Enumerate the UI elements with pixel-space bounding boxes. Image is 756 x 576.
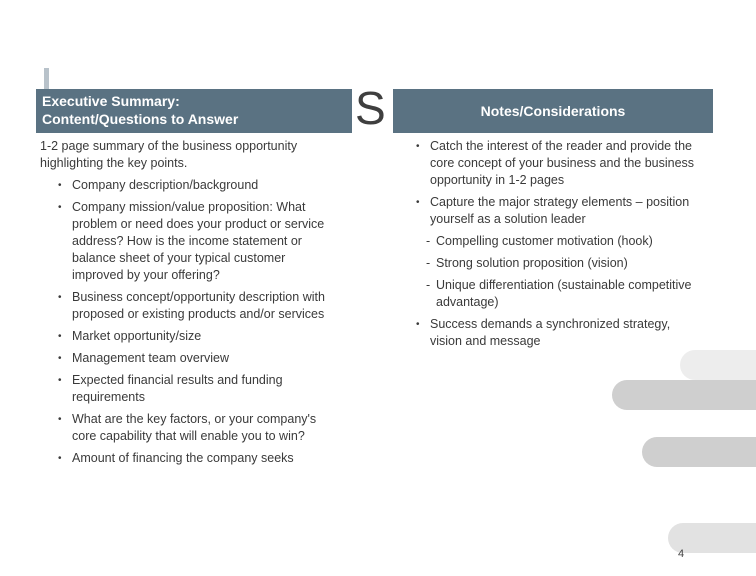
bullet-icon: • bbox=[58, 353, 62, 364]
list-item: • Amount of financing the company seeks bbox=[58, 451, 294, 465]
dash-icon: - bbox=[426, 256, 431, 270]
bullet-icon: • bbox=[416, 319, 420, 330]
list-item: • Capture the major strategy elements – position yourself as a solution leader bbox=[416, 195, 690, 226]
list-item: • Company description/background bbox=[58, 178, 259, 192]
dash-icon: - bbox=[426, 278, 431, 292]
list-item: • Expected financial results and funding requirements bbox=[58, 373, 283, 404]
large-letter: S bbox=[355, 82, 386, 134]
bullet-icon: • bbox=[416, 197, 420, 208]
list-item: • Business concept/opportunity description with proposed or existing products and/or services bbox=[58, 290, 325, 321]
left-column bbox=[40, 138, 340, 472]
right-bullet-list-2 bbox=[398, 316, 698, 350]
list-item: • Catch the interest of the reader and provide the core concept of your business and the business opportunity in 1-2 pages bbox=[416, 139, 695, 187]
decorative-bar bbox=[680, 350, 756, 380]
sub-item: - Compelling customer motivation (hook) bbox=[426, 234, 653, 248]
left-header-line1: Executive Summary: bbox=[42, 93, 180, 109]
left-header-line2: Content/Questions to Answer bbox=[42, 111, 239, 127]
bullet-icon: • bbox=[58, 453, 62, 464]
list-item: • What are the key factors, or your company's core capability that will enable you to win? bbox=[58, 412, 317, 443]
right-header-title: Notes/Considerations bbox=[480, 103, 626, 119]
list-item: • Company mission/value proposition: What problem or need does your product or service address? How is the income statement or balance sheet of your typical customer improved by your offering? bbox=[58, 200, 325, 282]
left-bullet-list bbox=[40, 177, 340, 467]
right-column bbox=[398, 138, 698, 355]
dash-icon: - bbox=[426, 234, 431, 248]
bullet-icon: • bbox=[416, 141, 420, 152]
list-item: • Market opportunity/size bbox=[58, 329, 202, 343]
sub-item: - Strong solution proposition (vision) bbox=[426, 256, 628, 270]
bullet-icon: • bbox=[58, 331, 62, 342]
bullet-icon: • bbox=[58, 202, 62, 213]
sub-item: - Unique differentiation (sustainable competitive advantage) bbox=[426, 278, 692, 309]
bullet-icon: • bbox=[58, 180, 62, 191]
page-number: 4 bbox=[678, 548, 685, 560]
left-column-header bbox=[36, 89, 352, 133]
bullet-icon: • bbox=[58, 292, 62, 303]
right-column-header bbox=[393, 89, 713, 133]
decorative-bar bbox=[612, 380, 756, 410]
right-bullet-list bbox=[398, 138, 698, 228]
list-item: • Success demands a synchronized strategy, vision and message bbox=[416, 317, 671, 348]
bullet-icon: • bbox=[58, 375, 62, 386]
decorative-bar bbox=[642, 437, 756, 467]
list-item: • Management team overview bbox=[58, 351, 230, 365]
bullet-icon: • bbox=[58, 414, 62, 425]
left-intro: 1-2 page summary of the business opportunity highlighting the key points. bbox=[40, 139, 298, 170]
